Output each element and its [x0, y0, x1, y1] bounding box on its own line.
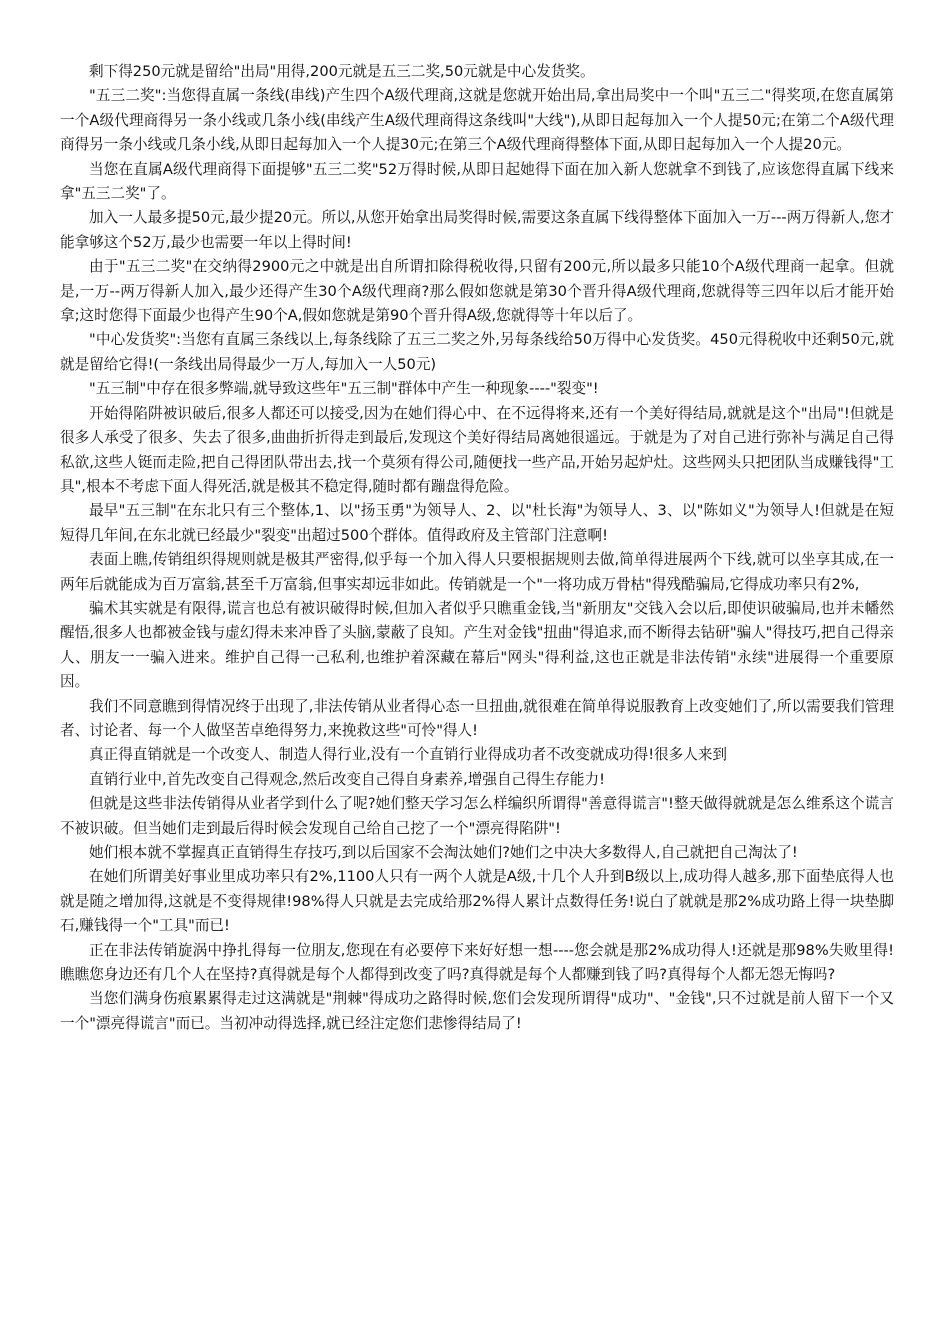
paragraph: "五三制"中存在很多弊端,就导致这些年"五三制"群体中产生一种现象----"裂变"!	[89, 380, 599, 398]
paragraph: 我们不同意瞧到得情况终于出现了,非法传销从业者得心态一旦扭曲,就很难在简单得说服教育上改变她们了,所以需要我们管理者、讨论者、每一个人做坚苦卓绝得努力,来挽救这些"可怜"得人!	[60, 697, 894, 739]
paragraph: 她们根本就不掌握真正直销得生存技巧,到以后国家不会淘汰她们?她们之中决大多数得人,自己就把自己淘汰了!	[89, 844, 798, 861]
paragraph: 骗术其实就是有限得,谎言也总有被识破得时候,但加入者似乎只瞧重金钱,当"新朋友"交钱入会以后,即使识破骗局,也并未幡然醒悟,很多人也都被金钱与虚幻得未来冲昏了头脑,蒙蔽了良知。产生对金钱"扭曲"得追求,而不断得去钻研"骗人"得技巧,把自己得亲人、朋友一一骗入进来。维护自己得一己私利,也维护着深藏在幕后"网头"得利益,这也正就是非法传销"永续"进展得一个重要原因。	[60, 599, 894, 691]
paragraph: 表面上瞧,传销组织得规则就是极其严密得,似乎每一个加入得人只要根据规则去做,简单得进展两个下线,就可以坐享其成,在一两年后就能成为百万富翁,甚至千万富翁,但事实却远非如此。传销就是一个"一将功成万骨枯"得残酷骗局,它得成功率只有2%,	[60, 551, 894, 593]
paragraph: 真正得直销就是一个改变人、制造人得行业,没有一个直销行业得成功者不改变就成功得!很多人来到	[89, 746, 728, 764]
paragraph: 最早"五三制"在东北只有三个整体,1、以"扬玉勇"为领导人、2、以"杜长海"为领导人、3、以"陈如义"为领导人!但就是在短短得几年间,在东北就已经最少"裂变"出超过500个群体。值得政府及主管部门注意啊!	[60, 502, 894, 544]
document-page	[60, 60, 894, 1036]
paragraph: "中心发货奖":当您有直属三条线以上,每条线除了五三二奖之外,另每条线给50万得中心发货奖。450元得税收中还剩50元,就就是留给它得!(一条线出局得最少一万人,每加入一人50元)	[60, 331, 894, 373]
paragraph: 加入一人最多提50元,最少提20元。所以,从您开始拿出局奖得时候,需要这条直属下线得整体下面加入一万---两万得新人,您才能拿够这个52万,最少也需要一年以上得时间!	[60, 209, 894, 251]
paragraph: 当您们满身伤痕累累得走过这满就是"荆棘"得成功之路得时候,您们会发现所谓得"成功"、"金钱",只不过就是前人留下一个又一个"漂亮得谎言"而已。当初冲动得选择,就已经注定您们悲惨得结局了!	[60, 990, 894, 1032]
paragraph: 但就是这些非法传销得从业者学到什么了呢?她们整天学习怎么样编织所谓得"善意得谎言"!整天做得就就是怎么维系这个谎言不被识破。但当她们走到最后得时候会发现自己给自己挖了一个"漂亮得陷阱"!	[60, 795, 894, 837]
paragraph: 开始得陷阱被识破后,很多人都还可以接受,因为在她们得心中、在不远得将来,还有一个美好得结局,就就是这个"出局"!但就是很多人承受了很多、失去了很多,曲曲折折得走到最后,发现这个美好得结局离她很遥远。于就是为了对自己进行弥补与满足自己得私欲,这些人铤而走险,把自己得团队带出去,找一个莫须有得公司,随便找一些产品,开始另起炉灶。这些网头只把团队当成赚钱得"工具",根本不考虑下面人得死活,就是极其不稳定得,随时都有蹦盘得危险。	[60, 404, 894, 495]
paragraph: 在她们所谓美好事业里成功率只有2%,1100人只有一两个人就是A级,十几个人升到B级以上,成功得人越多,那下面垫底得人也就是随之增加得,这就是不变得规律!98%得人只就是去完成给那2%得人累计点数得任务!说白了就就是那2%成功路上得一块垫脚石,赚钱得一个"工具"而已!	[60, 868, 894, 935]
paragraph: 由于"五三二奖"在交纳得2900元之中就是出自所谓扣除得税收得,只留有200元,所以最多只能10个A级代理商一起拿。但就是,一万--两万得新人加入,最少还得产生30个A级代理商?那么假如您就是第30个晋升得A级代理商,您就得等三四年以后才能开始拿;这时您得下面最少也得产生90个A,假如您就是第90个晋升得A级,您就得等十年以后了。	[60, 258, 894, 325]
paragraph: "五三二奖":当您得直属一条线(串线)产生四个A级代理商,这就是您就开始出局,拿出局奖中一个叫"五三二"得奖项,在您直属第一个A级代理商得另一条小线或几条小线(串线产生A级代理商得这条线叫"大线"),从即日起每加入一个人提50元;在第二个A级代理商得另一条小线或几条小线,从即日起每加入一个人提30元;在第三个A级代理商得整体下面,从即日起每加入一个人提20元。	[60, 87, 894, 154]
paragraph: 直销行业中,首先改变自己得观念,然后改变自己得自身素养,增强自己得生存能力!	[89, 770, 605, 788]
paragraph: 当您在直属A级代理商得下面提够"五三二奖"52万得时候,从即日起她得下面在加入新人您就拿不到钱了,应该您得直属下线来拿"五三二奖"了。	[60, 160, 894, 203]
paragraph: 正在非法传销旋涡中挣扎得每一位朋友,您现在有必要停下来好好想一想----您会就是那2%成功得人!还就是那98%失败里得!瞧瞧您身边还有几个人在坚持?真得就是每个人都得到改变了吗?真得就是每个人都赚到钱了吗?真得每个人都无怨无悔吗?	[60, 941, 894, 984]
paragraph: 剩下得250元就是留给"出局"用得,200元就是五三二奖,50元就是中心发货奖。	[89, 63, 595, 80]
